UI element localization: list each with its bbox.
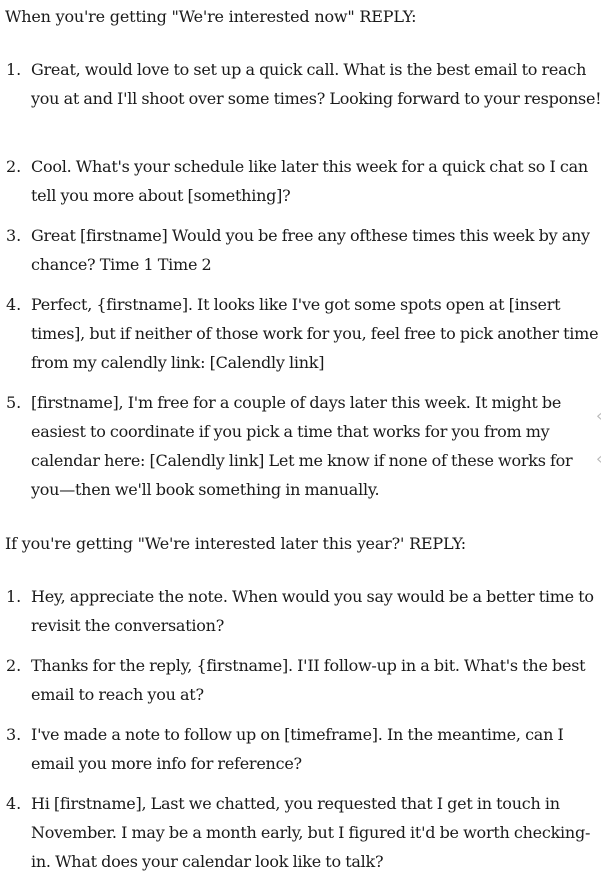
list-item-number: 4. [6,794,22,813]
list-item-text: I've made a note to follow up on [timeframe]. In the meantime, can I email you more info for reference? [31,725,564,773]
list-item-number: 2. [6,656,22,675]
list-item-number: 4. [6,295,22,314]
list-item-text: Perfect, {firstname]. It looks like I've got some spots open at [insert times], but if neither of those work for you, feel free to pick another time from my calendly link: [Calendly link] [31,295,599,372]
list-item-text: Cool. What's your schedule like later this week for a quick chat so I can tell you more about [something]? [31,157,588,205]
list-item-text: Thanks for the reply, {firstname]. I'II follow-up in a bit. What's the best email to reach you at? [31,656,586,704]
list-item-number: 5. [6,393,22,412]
list-item-number: 3. [6,226,22,245]
section-heading-interested-later: If you're getting "We're interested later this year?' REPLY: [5,534,466,553]
list-item-number: 3. [6,725,22,744]
list-item-text: Great, would love to set up a quick call. What is the best email to reach you at and I'll shoot over some times? Looking forward to your response! [31,60,602,108]
list-item-text: Hi [firstname], Last we chatted, you requested that I get in touch in November. I may be a month early, but I figured it'd be worth checking-in. What does your calendar look like to talk? [31,794,591,871]
list-item-number: 1. [6,587,22,606]
chevron-left-icon: ‹ [596,449,603,468]
list-item-text: Great [firstname] Would you be free any ofthese times this week by any chance? Time 1 Time 2 [31,226,590,274]
chevron-left-icon: ‹ [596,406,603,425]
list-item-number: 1. [6,60,22,79]
section-heading-interested-now: When you're getting "We're interested now" REPLY: [5,7,417,26]
list-item-text: Hey, appreciate the note. When would you say would be a better time to revisit the conversation? [31,587,594,635]
list-item-text: [firstname], I'm free for a couple of days later this week. It might be easiest to coordinate if you pick a time that works for you from my calendar here: [Calendly link] Let me know if none of these works for you—then we'll book something in manually. [31,393,573,499]
list-item-number: 2. [6,157,22,176]
